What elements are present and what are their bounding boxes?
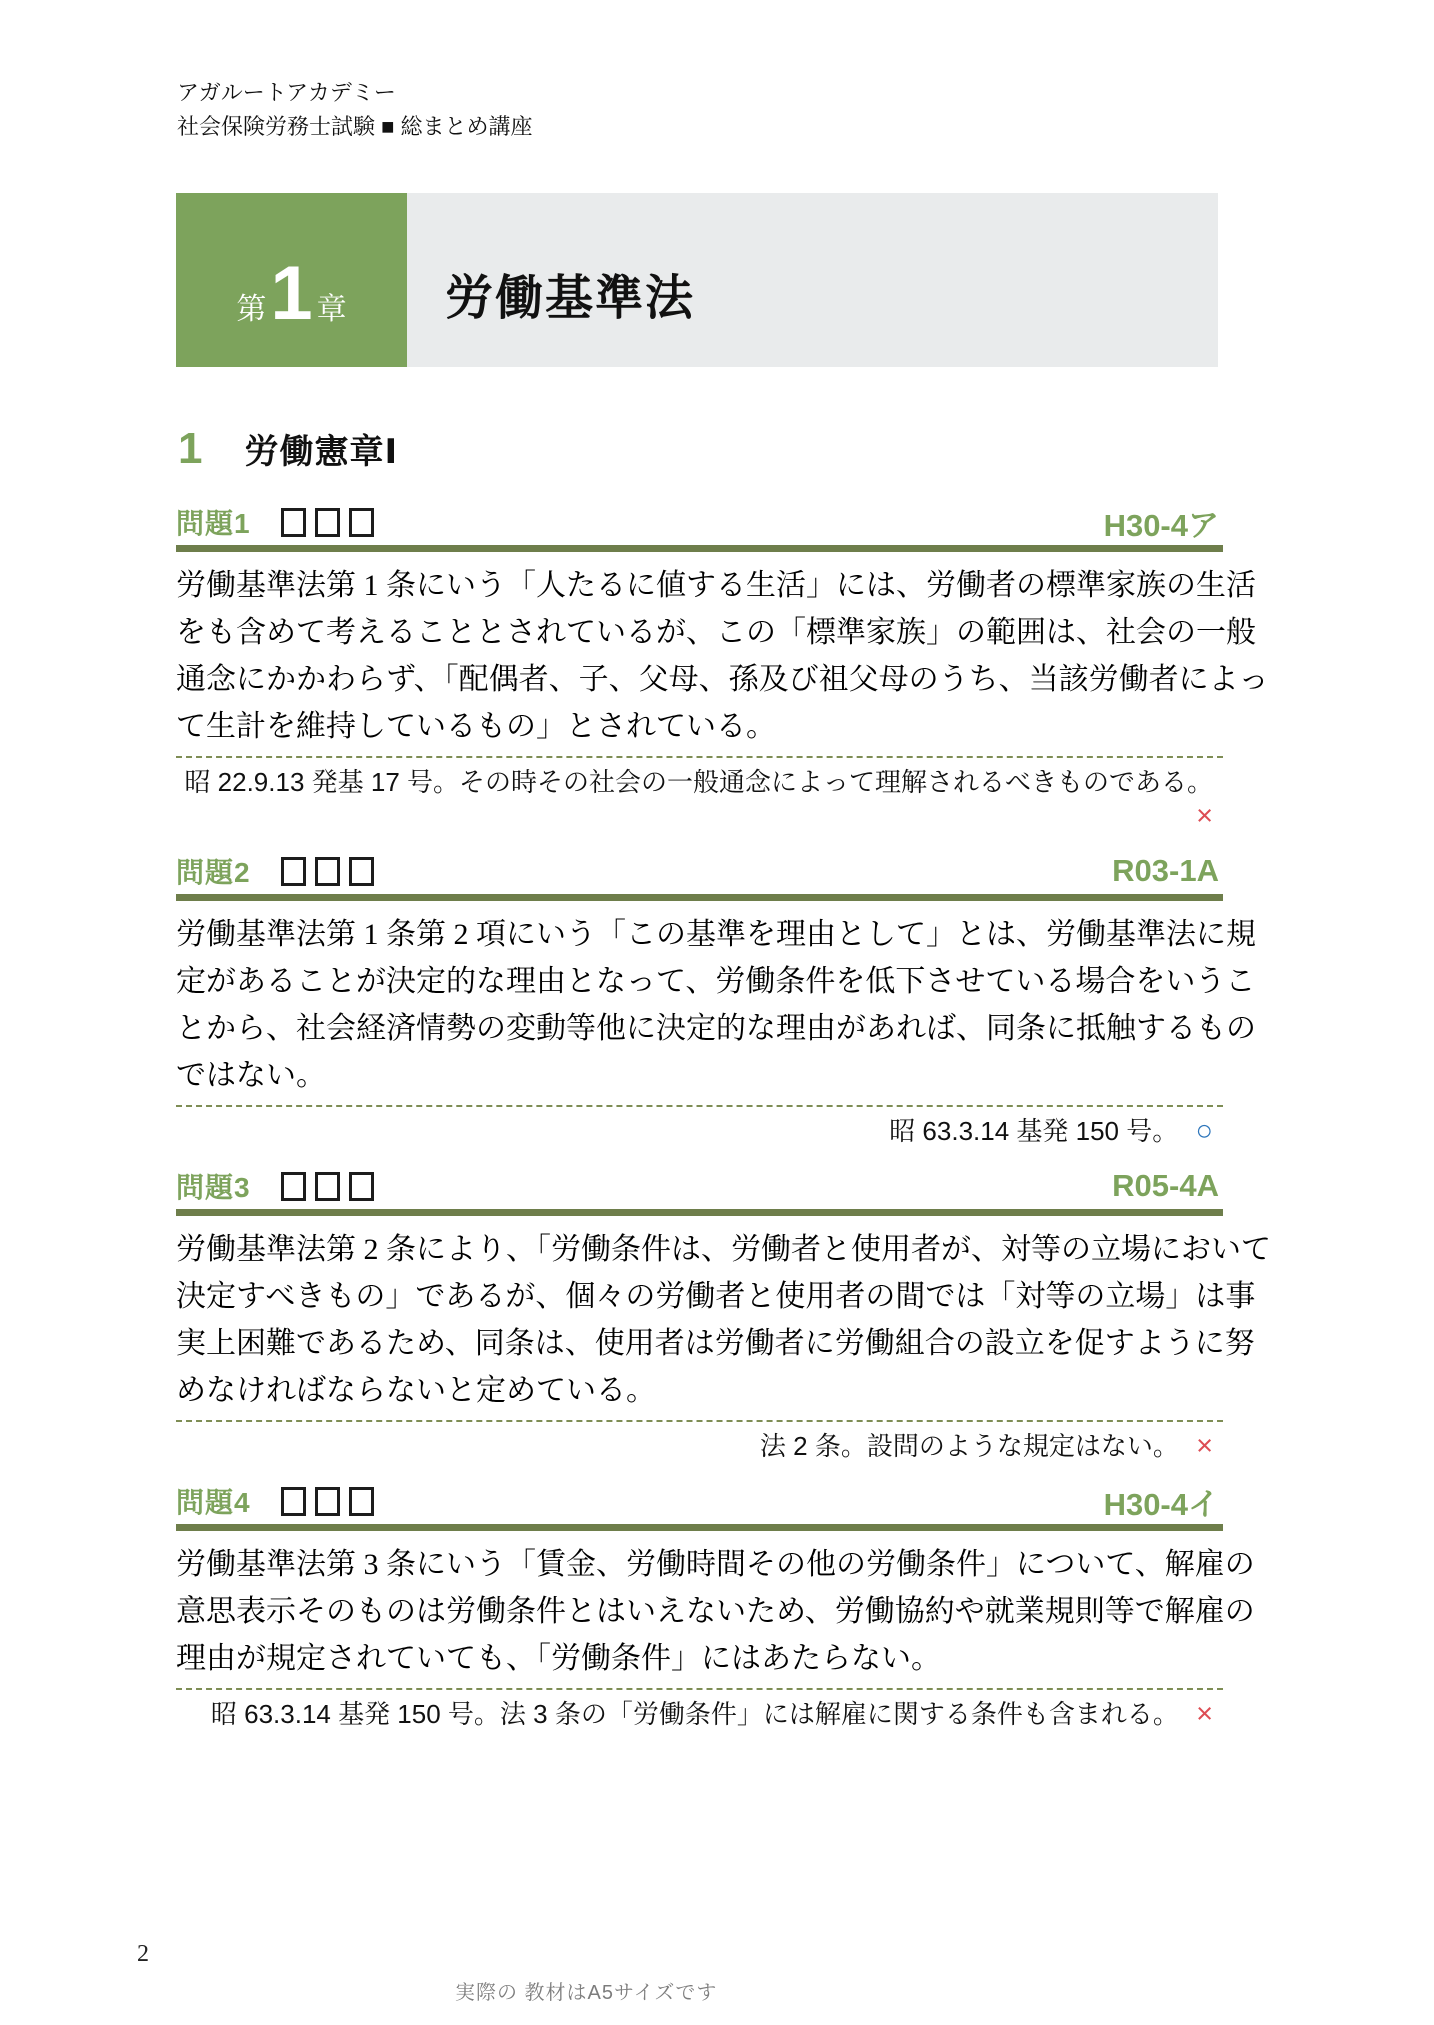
answer-line: [176, 1420, 1223, 1463]
checkbox-square: [315, 508, 340, 537]
answer-checkboxes: [281, 857, 374, 886]
chapter-banner: [176, 193, 1218, 367]
section-title: 労働憲章Ⅰ: [244, 433, 399, 471]
checkbox-square: [349, 1487, 374, 1516]
exam-code-label: R03-1A: [1112, 853, 1219, 888]
checkbox-square: [315, 1172, 340, 1201]
problem-number-label: 問題4: [176, 1487, 251, 1518]
answer-checkboxes: [281, 508, 374, 537]
chapter-suffix: 章: [316, 293, 347, 326]
page-number: 2: [137, 1941, 149, 1967]
divider-bar: [176, 1524, 1223, 1531]
checkbox-square: [349, 1172, 374, 1201]
checkbox-square: [281, 1487, 306, 1516]
exam-code-label: H30-4ア: [1103, 507, 1219, 543]
checkbox-square: [315, 857, 340, 886]
document-header: [177, 76, 533, 144]
problem-block: [176, 849, 1256, 1148]
question-text-line: 労働基準法第 3 条にいう「賃金、労働時間その他の労働条件」について、解雇の: [176, 1548, 1255, 1581]
chapter-title: 労働基準法: [445, 271, 696, 325]
chapter-number-box: [176, 193, 407, 367]
answer-line: [176, 756, 1223, 833]
checkbox-square: [281, 508, 306, 537]
problem-header: [176, 1164, 1223, 1208]
section-number: 1: [178, 424, 203, 473]
question-text-line: 労働基準法第 1 条にいう「人たるに値する生活」には、労働者の標準家族の生活: [176, 569, 1256, 602]
chapter-prefix: 第: [236, 293, 267, 326]
chapter-number: 1: [270, 251, 313, 336]
checkbox-square: [349, 857, 374, 886]
problem-header: [176, 849, 1223, 893]
answer-mark: ×: [1196, 800, 1213, 832]
answer-checkboxes: [281, 1487, 374, 1516]
checkbox-square: [281, 1172, 306, 1201]
question-text-line: 労働基準法第 2 条により、「労働条件は、労働者と使用者が、対等の立場において: [176, 1233, 1271, 1266]
question-text: [176, 562, 1269, 750]
checkbox-square: [349, 508, 374, 537]
problem-block: [176, 1164, 1271, 1463]
answer-text: 昭 63.3.14 基発 150 号。法 3 条の「労働条件」には解雇に関する条件も含まれる。: [210, 1699, 1179, 1729]
answer-text: 昭 63.3.14 基発 150 号。: [889, 1116, 1179, 1146]
answer-checkboxes: [281, 1172, 374, 1201]
exam-code-label: R05-4A: [1112, 1168, 1219, 1203]
question-text-line: 決定すべきもの」であるが、個々の労働者と使用者の間では「対等の立場」は事: [176, 1280, 1256, 1313]
answer-text: 昭 22.9.13 発基 17 号。その時その社会の一般通念によって理解されるべきものである。: [184, 767, 1213, 797]
problem-block: [176, 500, 1269, 833]
question-text-line: 定があることが決定的な理由となって、労働条件を低下させている場合をいうこ: [176, 965, 1256, 998]
problem-number-label: 問題2: [176, 857, 251, 888]
divider-bar: [176, 1209, 1223, 1216]
question-text-line: とから、社会経済情勢の変動等他に決定的な理由があれば、同条に抵触するもの: [176, 1012, 1256, 1045]
problem-header: [176, 500, 1223, 544]
header-course-name: 社会保険労務士試験 ■ 総まとめ講座: [177, 114, 533, 139]
chapter-number-group: [236, 228, 347, 336]
question-text-line: 労働基準法第 1 条第 2 項にいう「この基準を理由として」とは、労働基準法に規: [176, 918, 1256, 951]
question-text-line: をも含めて考えることとされているが、この「標準家族」の範囲は、社会の一般: [176, 616, 1256, 649]
section-heading: [178, 424, 398, 474]
header-academy-name: アガルートアカデミー: [177, 80, 396, 105]
problem-block: [176, 1479, 1255, 1731]
question-text-line: 意思表示そのものは労働条件とはいえないため、労働協約や就業規則等で解雇の: [176, 1595, 1255, 1628]
question-text-line: めなければならないと定めている。: [176, 1374, 656, 1407]
answer-mark: ×: [1196, 1698, 1213, 1730]
question-text-line: ではない。: [176, 1059, 326, 1092]
question-text-line: て生計を維持しているもの」とされている。: [176, 710, 776, 743]
problem-number-label: 問題1: [176, 508, 251, 539]
problem-header: [176, 1479, 1223, 1523]
checkbox-square: [281, 857, 306, 886]
problem-list: [176, 500, 1271, 1747]
answer-line: [176, 1688, 1223, 1731]
question-text-line: 実上困難であるため、同条は、使用者は労働者に労働組合の設立を促すように努: [176, 1327, 1255, 1360]
footer-note: 実際の 教材はA5サイズです: [455, 1982, 718, 2004]
answer-mark: ×: [1196, 1430, 1213, 1462]
answer-line: [176, 1105, 1223, 1148]
question-text-line: 通念にかかわらず、「配偶者、子、父母、孫及び祖父母のうち、当該労働者によっ: [176, 663, 1269, 696]
exam-code-label: H30-4イ: [1103, 1486, 1219, 1522]
question-text: [176, 1541, 1255, 1682]
checkbox-square: [315, 1487, 340, 1516]
question-text: [176, 911, 1256, 1099]
divider-bar: [176, 545, 1223, 552]
question-text: [176, 1226, 1271, 1414]
chapter-title-area: [407, 193, 1218, 367]
answer-text: 法 2 条。設問のような規定はない。: [759, 1431, 1179, 1461]
problem-number-label: 問題3: [176, 1172, 251, 1203]
question-text-line: 理由が規定されていても、「労働条件」にはあたらない。: [176, 1642, 941, 1675]
divider-bar: [176, 894, 1223, 901]
answer-mark: ○: [1195, 1115, 1213, 1147]
